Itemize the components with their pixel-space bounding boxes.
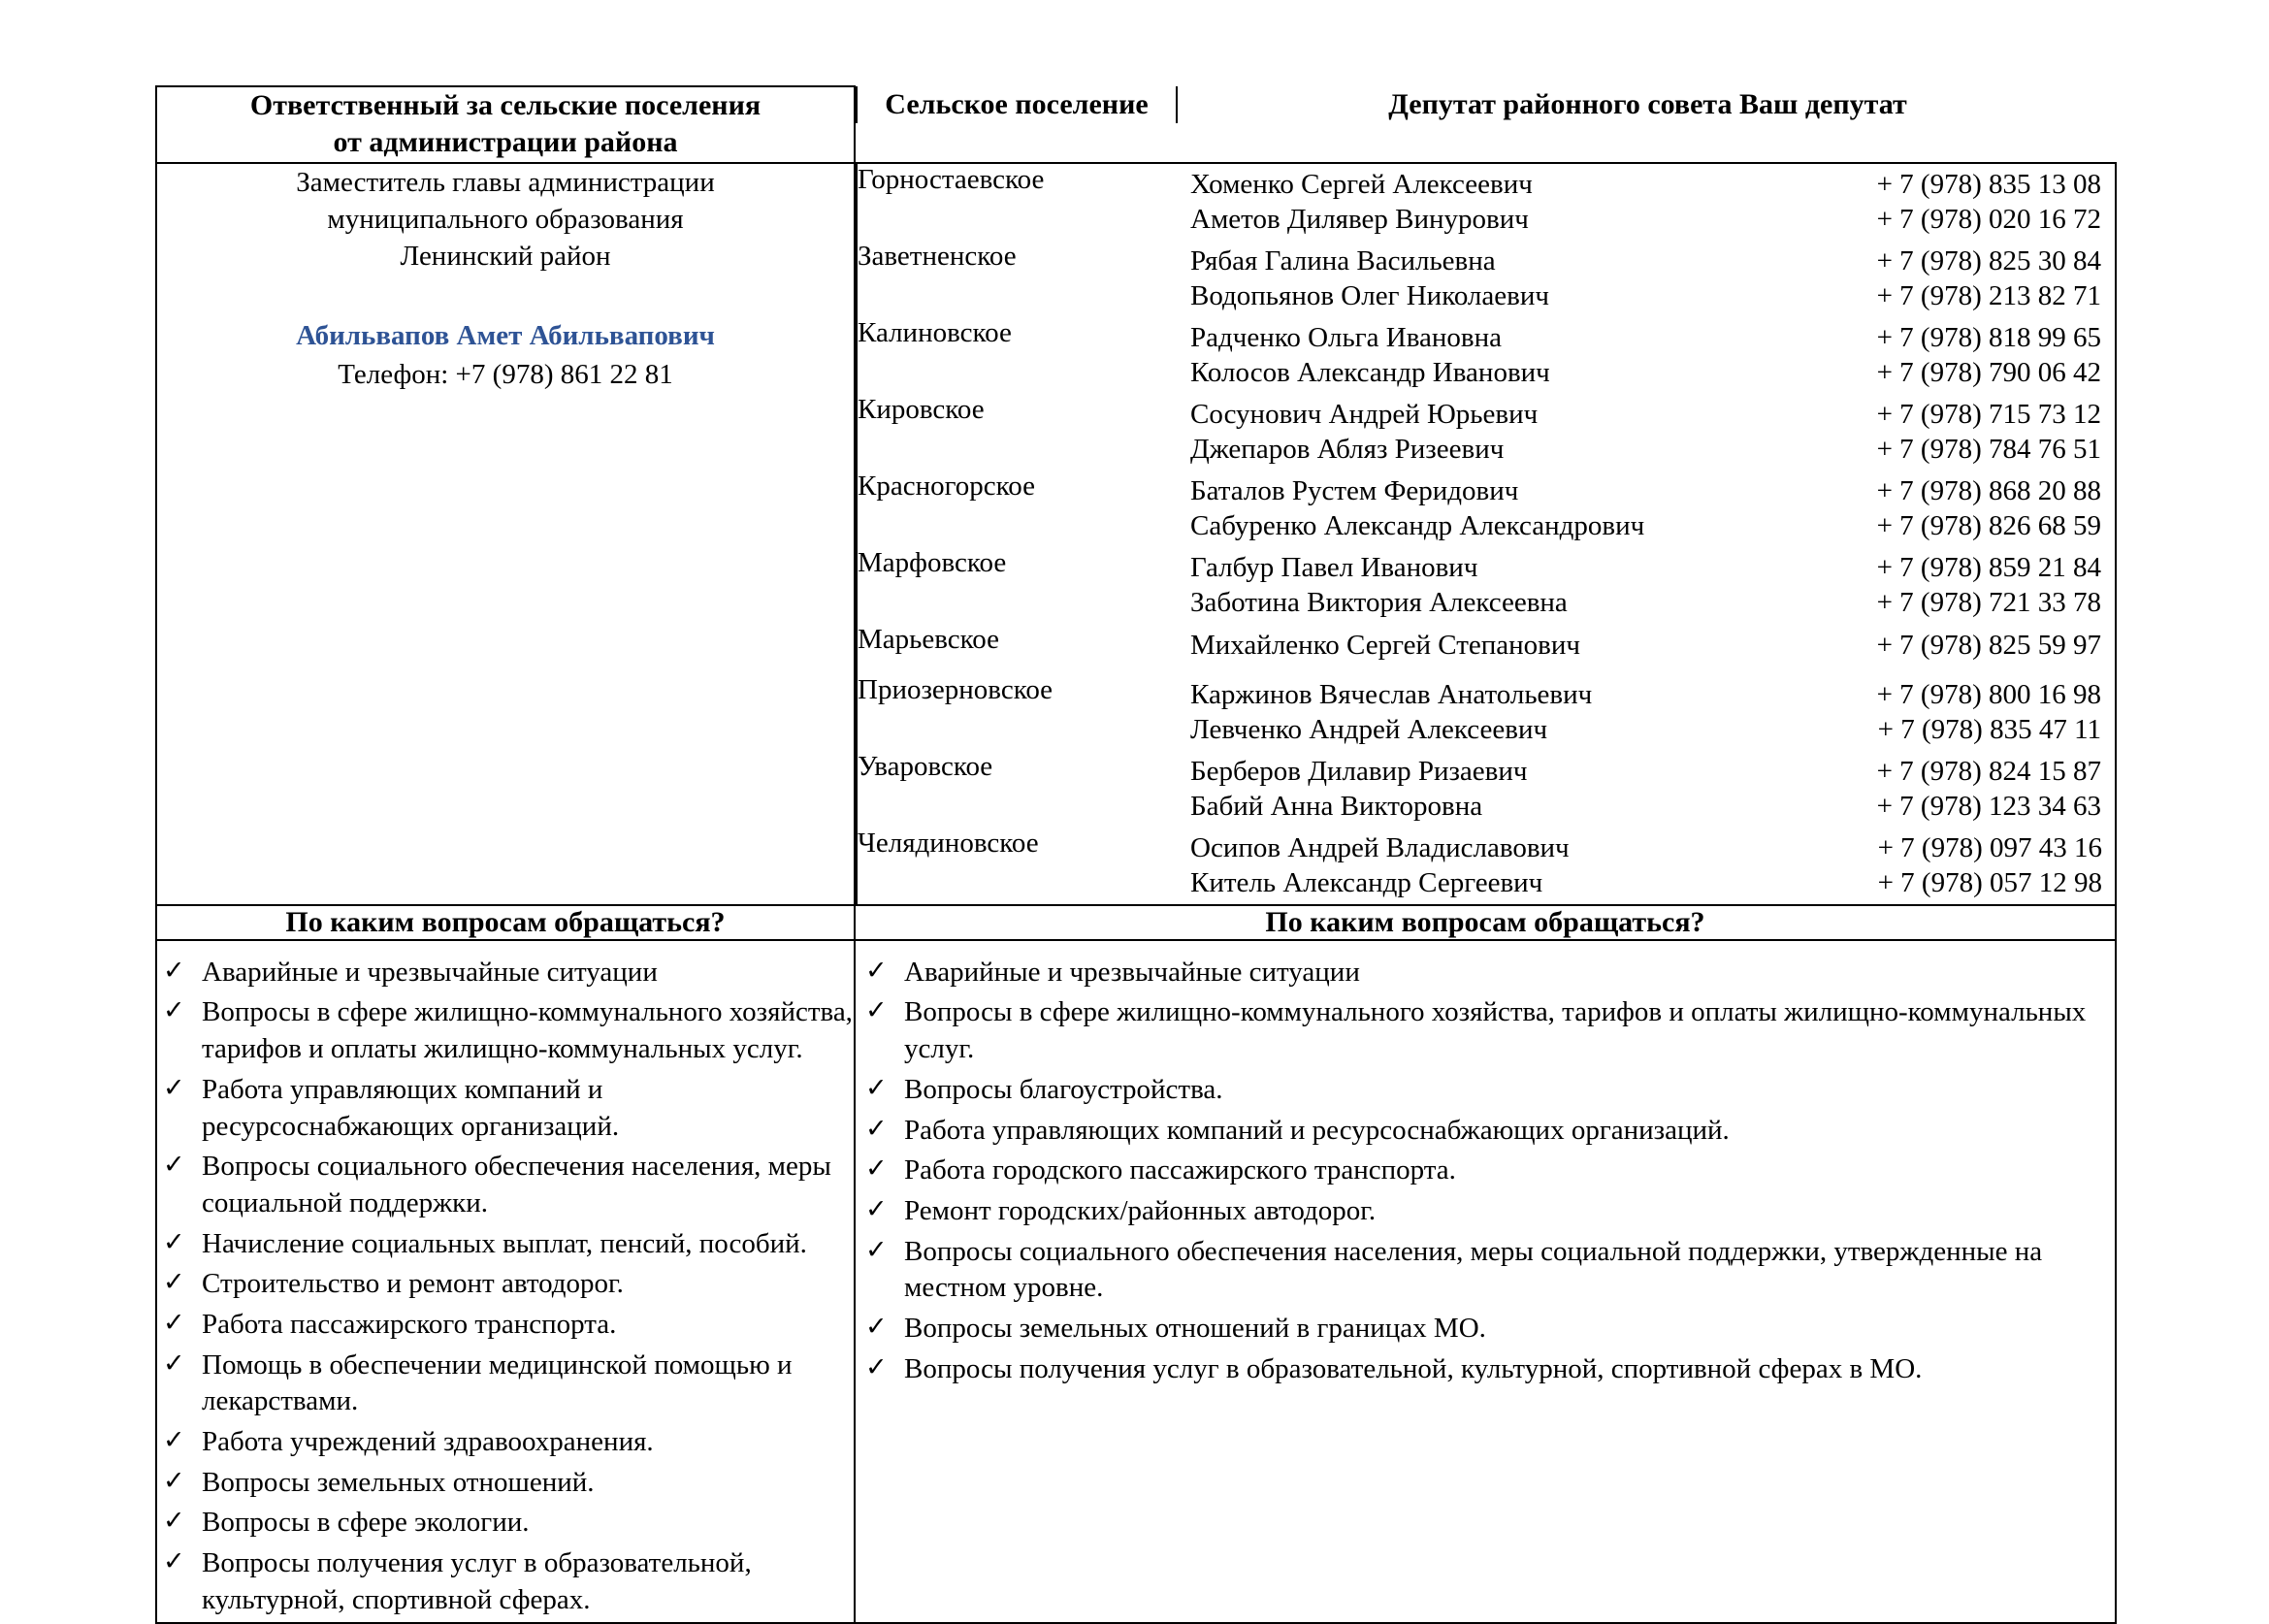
check-mark-icon: ✓ — [163, 1072, 185, 1102]
list-item-label: Вопросы земельных отношений в границах МО. — [904, 1312, 1486, 1344]
header-inner-table — [856, 86, 2118, 123]
questions-body-row — [156, 940, 2116, 1624]
table-row — [857, 317, 2118, 394]
deputy-entry — [1177, 751, 2117, 793]
header-responsible-line1: Ответственный за сельские поселения — [249, 89, 762, 121]
responsible-cell — [156, 163, 855, 905]
deputy-cell — [1177, 751, 2118, 828]
settlements-table — [856, 164, 2119, 904]
settlement-name: Уваровское — [857, 751, 1177, 828]
deputy-entry — [1177, 509, 2117, 547]
list-item-label: Вопросы социального обеспечения населения, меры социальной поддержки. — [202, 1151, 831, 1218]
table-header-row — [156, 86, 2116, 163]
check-mark-icon: ✓ — [865, 1234, 888, 1264]
deputy-entry — [1177, 317, 2117, 359]
settlement-name: Кировское — [857, 394, 1177, 471]
table-row — [857, 751, 2118, 828]
list-item — [157, 994, 854, 1067]
deputy-entry — [1177, 790, 2117, 828]
list-item — [157, 1505, 854, 1542]
deputy-phone: + 7 (978) 800 16 98 — [1876, 678, 2101, 710]
list-item-label: Работа пассажирского транспорта. — [202, 1308, 617, 1340]
list-item — [856, 1153, 2115, 1189]
header-responsible-line2: от администрации района — [333, 126, 678, 159]
check-mark-icon: ✓ — [163, 1546, 185, 1576]
list-item — [856, 994, 2115, 1067]
deputy-entry — [1177, 828, 2118, 869]
list-item — [856, 1234, 2115, 1307]
deputy-cell — [1177, 241, 2118, 317]
deputy-name: Баталов Рустем Феридович — [1190, 474, 1519, 506]
list-item — [856, 1311, 2115, 1348]
list-item — [856, 1351, 2115, 1388]
settlement-name: Челядиновское — [857, 828, 1177, 904]
header-settlement: Сельское поселение — [857, 86, 1177, 123]
list-item-label: Строительство и ремонт автодорог. — [202, 1268, 624, 1300]
list-item-label: Работа управляющих компаний и ресурсоснабжающих организаций. — [202, 1073, 620, 1142]
list-item — [856, 955, 2115, 991]
questions-right-cell — [855, 940, 2116, 1624]
check-mark-icon: ✓ — [163, 1506, 185, 1536]
deputy-name: Радченко Ольга Ивановна — [1190, 321, 1502, 353]
deputy-cell — [1177, 164, 2118, 241]
deputy-name: Китель Александр Сергеевич — [1190, 866, 1543, 898]
questions-left-title: По каким вопросам обращаться? — [156, 905, 855, 940]
deputy-phone: + 7 (978) 790 06 42 — [1876, 356, 2101, 388]
header-right-wrapper — [855, 86, 2116, 163]
deputy-phone: + 7 (978) 826 68 59 — [1876, 509, 2101, 541]
list-item-label: Ремонт городских/районных автодорог. — [904, 1194, 1377, 1226]
deputy-name: Левченко Андрей Алексеевич — [1190, 713, 1548, 745]
list-item-label: Вопросы в сфере экологии. — [202, 1507, 530, 1539]
deputy-entry — [1177, 279, 2117, 317]
deputy-cell — [1177, 547, 2118, 624]
list-item-label: Работа учреждений здравоохранения. — [202, 1426, 654, 1458]
settlement-name: Красногорское — [857, 471, 1177, 547]
deputy-phone: + 7 (978) 123 34 63 — [1876, 790, 2101, 822]
deputy-entry — [1177, 471, 2117, 512]
deputy-name: Колосов Александр Иванович — [1190, 356, 1550, 388]
responsible-title-line3: Ленинский район — [400, 241, 611, 273]
settlement-name: Заветненское — [857, 241, 1177, 317]
check-mark-icon: ✓ — [163, 1348, 185, 1378]
deputy-phone: + 7 (978) 859 21 84 — [1876, 551, 2101, 583]
list-item-label: Вопросы благоустройства. — [904, 1073, 1223, 1105]
check-mark-icon: ✓ — [865, 1072, 888, 1102]
settlements-rows — [857, 164, 2118, 904]
deputy-cell — [1177, 624, 2118, 674]
deputy-entry — [1177, 713, 2117, 751]
check-mark-icon: ✓ — [865, 1193, 888, 1223]
list-item — [157, 1226, 854, 1263]
deputy-phone: + 7 (978) 784 76 51 — [1876, 433, 2101, 465]
deputy-cell — [1177, 394, 2118, 471]
list-item-label: Вопросы получения услуг в образовательной, культурной, спортивной сферах в МО. — [904, 1352, 1923, 1384]
responsible-name: Абильвапов Амет Абильвапович — [296, 319, 715, 351]
deputy-name: Осипов Андрей Владиславович — [1190, 831, 1570, 863]
check-mark-icon: ✓ — [163, 1226, 185, 1256]
table-row — [857, 674, 2118, 751]
deputy-cell — [1177, 828, 2118, 904]
list-item-label: Работа городского пассажирского транспорта. — [904, 1154, 1456, 1186]
deputy-name: Аметов Дилявер Винурович — [1190, 203, 1529, 235]
settlement-name: Горностаевское — [857, 164, 1177, 241]
settlement-name: Марфовское — [857, 547, 1177, 624]
list-item-label: Вопросы социального обеспечения населения, меры социальной поддержки, утвержденные на местном уровне. — [904, 1235, 2043, 1304]
questions-header-row — [156, 905, 2116, 940]
deputy-phone: + 7 (978) 097 43 16 — [1877, 831, 2102, 863]
deputy-phone: + 7 (978) 213 82 71 — [1876, 279, 2101, 311]
deputy-name: Заботина Виктория Алексеевна — [1190, 586, 1568, 618]
deputy-phone: + 7 (978) 824 15 87 — [1876, 755, 2101, 787]
check-mark-icon: ✓ — [163, 1465, 185, 1495]
deputy-entry — [1177, 547, 2117, 589]
list-item — [157, 1149, 854, 1221]
deputy-name: Водопьянов Олег Николаевич — [1190, 279, 1549, 311]
deputy-phone: + 7 (978) 825 59 97 — [1876, 629, 2101, 661]
deputy-name: Джепаров Абляз Ризеевич — [1190, 433, 1505, 465]
deputy-name: Сабуренко Александр Александрович — [1190, 509, 1645, 541]
settlement-name: Приозерновское — [857, 674, 1177, 751]
list-item — [157, 955, 854, 991]
deputy-phone: + 7 (978) 057 12 98 — [1877, 866, 2102, 898]
deputy-cell — [1177, 471, 2118, 547]
questions-right-title: По каким вопросам обращаться? — [855, 905, 2116, 940]
table-body-row — [156, 163, 2116, 905]
check-mark-icon: ✓ — [865, 1351, 888, 1381]
questions-left-list — [157, 955, 854, 1619]
list-item — [157, 1465, 854, 1502]
header-responsible — [156, 86, 855, 163]
deputy-name: Берберов Дилавир Ризаевич — [1190, 755, 1528, 787]
deputy-name: Галбур Павел Иванович — [1190, 551, 1478, 583]
table-row — [857, 241, 2118, 317]
list-item-label: Начисление социальных выплат, пенсий, пособий. — [202, 1227, 807, 1259]
deputy-entry — [1177, 203, 2117, 241]
list-item — [157, 1072, 854, 1145]
main-table — [155, 85, 2117, 1624]
list-item-label: Вопросы получения услуг в образовательной, культурной, спортивной сферах. — [202, 1547, 752, 1615]
list-item-label: Вопросы в сфере жилищно-коммунального хозяйства, тарифов и оплаты жилищно-коммунальных услуг. — [202, 996, 853, 1065]
deputy-entry — [1177, 586, 2117, 624]
check-mark-icon: ✓ — [865, 995, 888, 1025]
settlement-name: Калиновское — [857, 317, 1177, 394]
deputy-entry — [1177, 356, 2117, 394]
deputy-name: Хоменко Сергей Алексеевич — [1190, 168, 1533, 200]
deputy-phone: + 7 (978) 715 73 12 — [1876, 398, 2101, 430]
responsible-title-line2: муниципального образования — [327, 204, 684, 236]
list-item — [157, 1545, 854, 1618]
deputy-entry — [1177, 625, 2117, 666]
check-mark-icon: ✓ — [163, 1150, 185, 1180]
check-mark-icon: ✓ — [163, 955, 185, 985]
responsible-phone: Телефон: +7 (978) 861 22 81 — [338, 359, 673, 391]
list-item — [157, 1348, 854, 1420]
check-mark-icon: ✓ — [865, 1113, 888, 1143]
list-item-label: Помощь в обеспечении медицинской помощью и лекарствами. — [202, 1348, 793, 1417]
list-item-label: Вопросы земельных отношений. — [202, 1466, 595, 1498]
table-row — [857, 624, 2118, 674]
list-item — [157, 1424, 854, 1461]
list-item-label: Работа управляющих компаний и ресурсоснабжающих организаций. — [904, 1114, 1730, 1146]
list-item — [856, 1072, 2115, 1109]
settlements-cell — [855, 163, 2116, 905]
list-item — [157, 1266, 854, 1303]
deputy-name: Сосунович Андрей Юрьевич — [1190, 398, 1539, 430]
table-row — [857, 471, 2118, 547]
list-item-label: Аварийные и чрезвычайные ситуации — [904, 956, 1360, 988]
deputy-phone: + 7 (978) 835 13 08 — [1876, 168, 2101, 200]
questions-right-list — [856, 955, 2115, 1388]
deputy-name: Михайленко Сергей Степанович — [1190, 629, 1580, 661]
table-row — [857, 164, 2118, 241]
deputy-name: Бабий Анна Викторовна — [1190, 790, 1483, 822]
check-mark-icon: ✓ — [163, 1267, 185, 1297]
list-item — [157, 1307, 854, 1344]
deputy-phone: + 7 (978) 020 16 72 — [1876, 203, 2101, 235]
deputy-entry — [1177, 433, 2117, 471]
questions-left-cell — [156, 940, 855, 1624]
check-mark-icon: ✓ — [163, 1425, 185, 1455]
deputy-phone: + 7 (978) 868 20 88 — [1876, 474, 2101, 506]
header-deputy: Депутат районного совета Ваш депутат — [1388, 88, 1907, 120]
table-row — [857, 394, 2118, 471]
deputy-cell — [1177, 674, 2118, 751]
table-row — [857, 828, 2118, 904]
deputy-entry — [1177, 394, 2117, 436]
table-row — [857, 547, 2118, 624]
responsible-title-line1: Заместитель главы администрации — [296, 166, 715, 198]
deputy-entry — [1177, 674, 2117, 716]
check-mark-icon: ✓ — [865, 1153, 888, 1184]
deputy-cell — [1177, 317, 2118, 394]
deputy-name: Каржинов Вячеслав Анатольевич — [1190, 678, 1593, 710]
deputy-entry — [1177, 866, 2118, 904]
deputy-phone: + 7 (978) 818 99 65 — [1876, 321, 2101, 353]
deputy-phone: + 7 (978) 721 33 78 — [1876, 586, 2101, 618]
deputy-phone: + 7 (978) 835 47 11 — [1877, 713, 2101, 745]
deputy-name: Рябая Галина Васильевна — [1190, 244, 1496, 276]
check-mark-icon: ✓ — [865, 955, 888, 985]
list-item — [856, 1193, 2115, 1230]
deputy-entry — [1177, 164, 2117, 206]
check-mark-icon: ✓ — [163, 1307, 185, 1337]
settlement-name: Марьевское — [857, 624, 1177, 674]
check-mark-icon: ✓ — [865, 1311, 888, 1341]
deputy-phone: + 7 (978) 825 30 84 — [1876, 244, 2101, 276]
list-item-label: Аварийные и чрезвычайные ситуации — [202, 956, 658, 988]
list-item-label: Вопросы в сфере жилищно-коммунального хозяйства, тарифов и оплаты жилищно-коммунальных услуг. — [904, 996, 2087, 1065]
deputy-entry — [1177, 241, 2117, 282]
check-mark-icon: ✓ — [163, 995, 185, 1025]
list-item — [856, 1113, 2115, 1150]
